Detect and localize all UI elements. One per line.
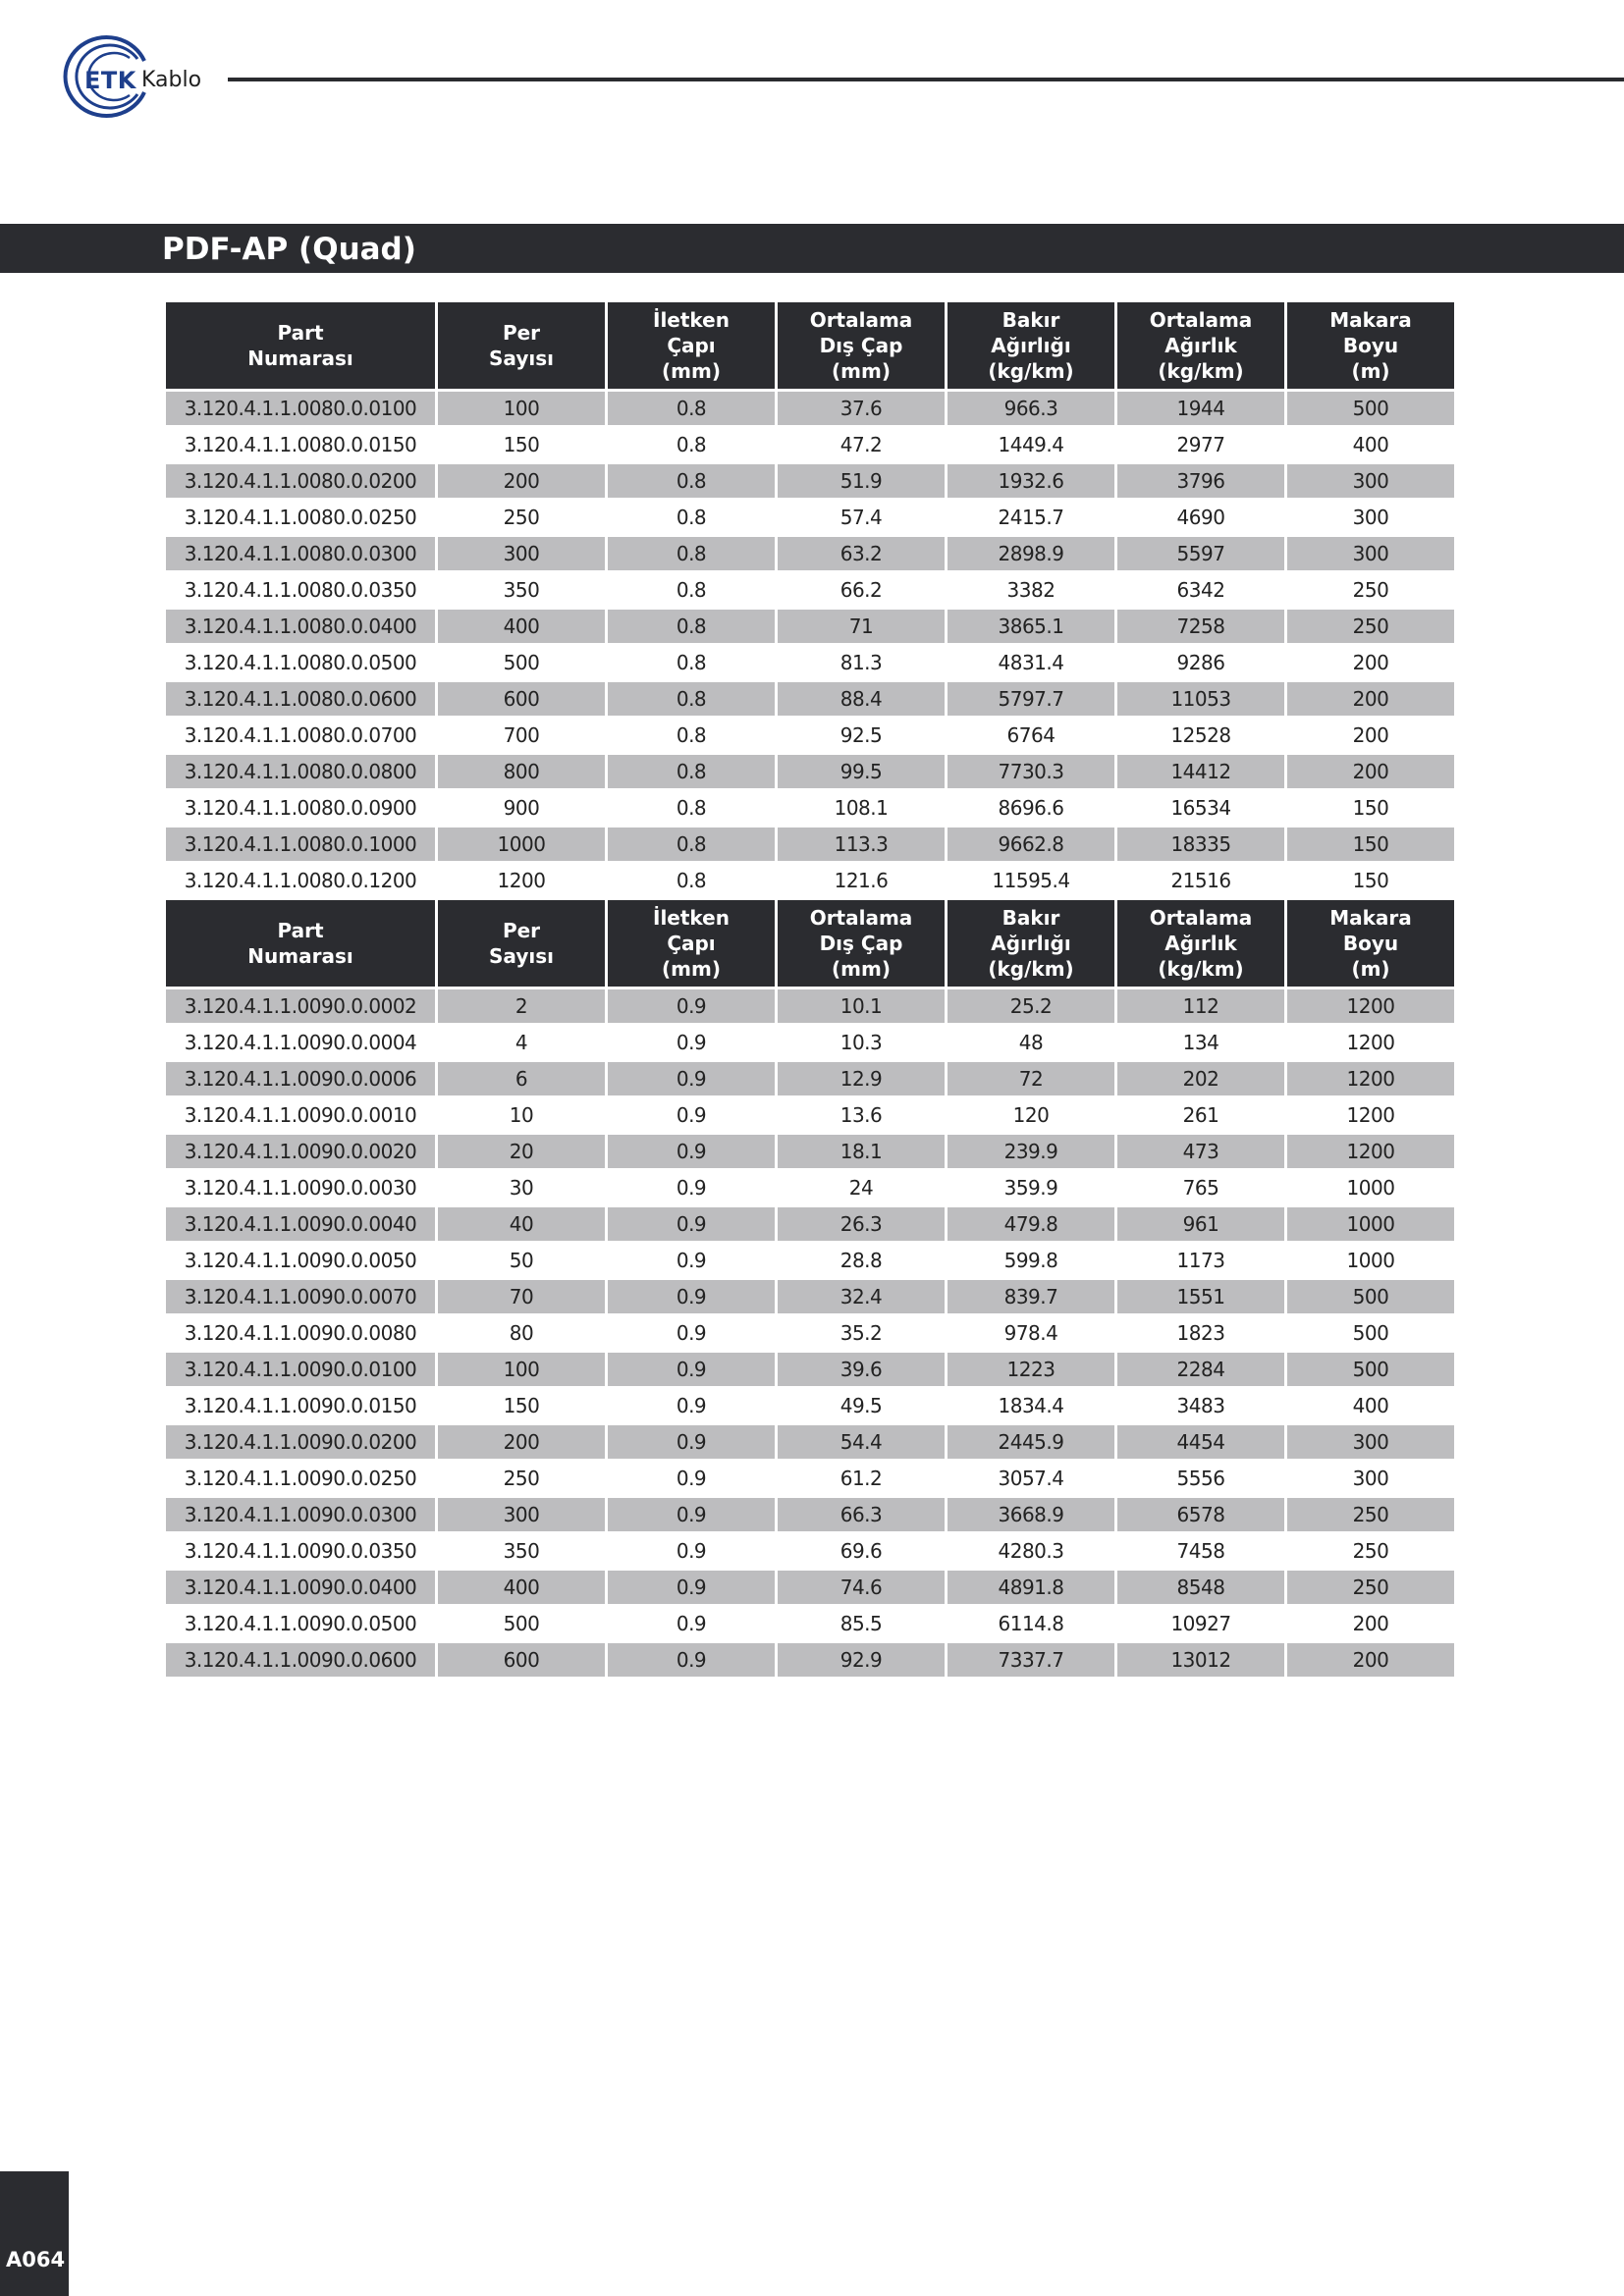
cell-outer-diameter: 54.4 [778,1425,945,1459]
column-header-pair-count: Per Sayısı [438,900,605,987]
cell-outer-diameter: 66.3 [778,1498,945,1531]
cell-conductor-diameter: 0.9 [608,1571,775,1604]
cell-conductor-diameter: 0.8 [608,537,775,570]
cell-pair-count: 40 [438,1207,605,1241]
table-row [166,1280,1454,1313]
cell-copper-weight: 1223 [947,1353,1114,1386]
cell-pair-count: 800 [438,755,605,788]
cell-pair-count: 150 [438,1389,605,1422]
cell-copper-weight: 2445.9 [947,1425,1114,1459]
cell-copper-weight: 3865.1 [947,610,1114,643]
cell-reel-length: 250 [1287,1571,1454,1604]
table-row [166,1026,1454,1059]
cell-avg-weight: 21516 [1117,864,1284,897]
cell-conductor-diameter: 0.9 [608,1353,775,1386]
cell-avg-weight: 6342 [1117,573,1284,607]
cell-reel-length: 500 [1287,392,1454,425]
cell-outer-diameter: 69.6 [778,1534,945,1568]
cell-reel-length: 1000 [1287,1244,1454,1277]
cell-outer-diameter: 108.1 [778,791,945,825]
cell-outer-diameter: 57.4 [778,501,945,534]
table-row [166,1062,1454,1095]
cell-conductor-diameter: 0.9 [608,1171,775,1204]
cell-outer-diameter: 99.5 [778,755,945,788]
cell-part-number: 3.120.4.1.1.0080.0.1000 [166,828,435,861]
cell-reel-length: 500 [1287,1316,1454,1350]
page-title: PDF-AP (Quad) [162,232,416,267]
cell-avg-weight: 9286 [1117,646,1284,679]
cell-avg-weight: 7458 [1117,1534,1284,1568]
cell-pair-count: 1000 [438,828,605,861]
cell-outer-diameter: 71 [778,610,945,643]
cell-pair-count: 150 [438,428,605,461]
cell-avg-weight: 4454 [1117,1425,1284,1459]
column-header-part-number: Part Numarası [166,900,435,987]
cell-conductor-diameter: 0.8 [608,573,775,607]
header-rule [228,78,1624,81]
cell-avg-weight: 202 [1117,1062,1284,1095]
cell-copper-weight: 2415.7 [947,501,1114,534]
cell-reel-length: 500 [1287,1353,1454,1386]
cell-avg-weight: 1823 [1117,1316,1284,1350]
cell-reel-length: 300 [1287,501,1454,534]
cell-part-number: 3.120.4.1.1.0080.0.0500 [166,646,435,679]
cell-outer-diameter: 10.3 [778,1026,945,1059]
cell-pair-count: 6 [438,1062,605,1095]
cell-avg-weight: 473 [1117,1135,1284,1168]
cell-pair-count: 200 [438,1425,605,1459]
cell-pair-count: 200 [438,464,605,498]
cell-reel-length: 200 [1287,755,1454,788]
etk-kablo-logo [51,31,208,120]
cell-outer-diameter: 74.6 [778,1571,945,1604]
cell-pair-count: 350 [438,1534,605,1568]
cell-outer-diameter: 92.9 [778,1643,945,1677]
cell-outer-diameter: 28.8 [778,1244,945,1277]
cell-outer-diameter: 92.5 [778,719,945,752]
table-row [166,1244,1454,1277]
cell-outer-diameter: 61.2 [778,1462,945,1495]
cell-outer-diameter: 81.3 [778,646,945,679]
cell-part-number: 3.120.4.1.1.0080.0.0400 [166,610,435,643]
cell-copper-weight: 3382 [947,573,1114,607]
cell-conductor-diameter: 0.9 [608,1643,775,1677]
cell-copper-weight: 966.3 [947,392,1114,425]
table-row [166,1534,1454,1568]
table-row [166,1098,1454,1132]
cell-reel-length: 250 [1287,1534,1454,1568]
cell-conductor-diameter: 0.9 [608,1026,775,1059]
table-header-row [166,900,1454,987]
table-row [166,864,1454,897]
cell-conductor-diameter: 0.9 [608,1316,775,1350]
cell-pair-count: 900 [438,791,605,825]
cell-copper-weight: 3668.9 [947,1498,1114,1531]
cell-pair-count: 600 [438,1643,605,1677]
cell-avg-weight: 765 [1117,1171,1284,1204]
column-header-pair-count: Per Sayısı [438,302,605,389]
cell-avg-weight: 4690 [1117,501,1284,534]
cell-conductor-diameter: 0.8 [608,646,775,679]
table-row [166,1498,1454,1531]
cell-conductor-diameter: 0.9 [608,1207,775,1241]
logo-etk-text: ETK [84,67,136,94]
cell-outer-diameter: 63.2 [778,537,945,570]
column-header-avg-weight: Ortalama Ağırlık (kg/km) [1117,900,1284,987]
cell-pair-count: 100 [438,1353,605,1386]
table-row [166,428,1454,461]
cell-conductor-diameter: 0.9 [608,1098,775,1132]
cell-reel-length: 250 [1287,573,1454,607]
cell-avg-weight: 261 [1117,1098,1284,1132]
cell-conductor-diameter: 0.8 [608,755,775,788]
cell-reel-length: 300 [1287,1425,1454,1459]
cell-conductor-diameter: 0.9 [608,1607,775,1640]
cell-pair-count: 4 [438,1026,605,1059]
cell-part-number: 3.120.4.1.1.0090.0.0010 [166,1098,435,1132]
table-row [166,791,1454,825]
cell-part-number: 3.120.4.1.1.0090.0.0200 [166,1425,435,1459]
cell-pair-count: 10 [438,1098,605,1132]
column-header-conductor-diameter: İletken Çapı (mm) [608,900,775,987]
cell-part-number: 3.120.4.1.1.0090.0.0400 [166,1571,435,1604]
cell-conductor-diameter: 0.8 [608,682,775,716]
cell-outer-diameter: 18.1 [778,1135,945,1168]
logo-kablo-text: Kablo [141,68,202,92]
cell-conductor-diameter: 0.9 [608,1498,775,1531]
cell-part-number: 3.120.4.1.1.0090.0.0250 [166,1462,435,1495]
cell-copper-weight: 7337.7 [947,1643,1114,1677]
cell-conductor-diameter: 0.9 [608,989,775,1023]
spec-table [163,299,1457,1680]
table-row [166,1425,1454,1459]
cell-reel-length: 200 [1287,1643,1454,1677]
cell-avg-weight: 5597 [1117,537,1284,570]
cell-reel-length: 1000 [1287,1207,1454,1241]
cell-part-number: 3.120.4.1.1.0080.0.0300 [166,537,435,570]
cell-avg-weight: 12528 [1117,719,1284,752]
cell-outer-diameter: 32.4 [778,1280,945,1313]
cell-conductor-diameter: 0.9 [608,1280,775,1313]
cell-copper-weight: 72 [947,1062,1114,1095]
cell-avg-weight: 16534 [1117,791,1284,825]
table-row [166,1607,1454,1640]
cell-part-number: 3.120.4.1.1.0080.0.0350 [166,573,435,607]
cell-conductor-diameter: 0.8 [608,428,775,461]
cell-reel-length: 200 [1287,719,1454,752]
cell-part-number: 3.120.4.1.1.0090.0.0070 [166,1280,435,1313]
cell-pair-count: 600 [438,682,605,716]
cell-outer-diameter: 51.9 [778,464,945,498]
cell-copper-weight: 359.9 [947,1171,1114,1204]
table-row [166,1135,1454,1168]
cell-avg-weight: 961 [1117,1207,1284,1241]
cell-part-number: 3.120.4.1.1.0090.0.0040 [166,1207,435,1241]
table-row [166,573,1454,607]
cell-outer-diameter: 88.4 [778,682,945,716]
cell-reel-length: 1200 [1287,989,1454,1023]
cell-outer-diameter: 66.2 [778,573,945,607]
table-row [166,610,1454,643]
cell-reel-length: 1200 [1287,1062,1454,1095]
table-row [166,989,1454,1023]
cell-reel-length: 300 [1287,1462,1454,1495]
table-row [166,755,1454,788]
table-row [166,501,1454,534]
cell-conductor-diameter: 0.9 [608,1534,775,1568]
cell-conductor-diameter: 0.8 [608,610,775,643]
cell-pair-count: 400 [438,610,605,643]
cell-part-number: 3.120.4.1.1.0080.0.0250 [166,501,435,534]
cell-part-number: 3.120.4.1.1.0090.0.0300 [166,1498,435,1531]
cell-part-number: 3.120.4.1.1.0090.0.0600 [166,1643,435,1677]
cell-part-number: 3.120.4.1.1.0090.0.0002 [166,989,435,1023]
table-row [166,464,1454,498]
column-header-copper-weight: Bakır Ağırlığı (kg/km) [947,900,1114,987]
table-row [166,646,1454,679]
table-row [166,1171,1454,1204]
table-row [166,1207,1454,1241]
cell-reel-length: 300 [1287,537,1454,570]
cell-avg-weight: 11053 [1117,682,1284,716]
cell-pair-count: 1200 [438,864,605,897]
cell-reel-length: 200 [1287,682,1454,716]
cell-copper-weight: 978.4 [947,1316,1114,1350]
cell-part-number: 3.120.4.1.1.0080.0.0200 [166,464,435,498]
column-header-conductor-diameter: İletken Çapı (mm) [608,302,775,389]
cell-part-number: 3.120.4.1.1.0090.0.0150 [166,1389,435,1422]
cell-avg-weight: 2977 [1117,428,1284,461]
table-row [166,1353,1454,1386]
cell-avg-weight: 1551 [1117,1280,1284,1313]
cell-reel-length: 1000 [1287,1171,1454,1204]
cell-copper-weight: 4891.8 [947,1571,1114,1604]
cell-conductor-diameter: 0.9 [608,1389,775,1422]
cell-avg-weight: 1944 [1117,392,1284,425]
cell-copper-weight: 8696.6 [947,791,1114,825]
table-row [166,1462,1454,1495]
cell-pair-count: 350 [438,573,605,607]
cell-reel-length: 200 [1287,646,1454,679]
cell-copper-weight: 3057.4 [947,1462,1114,1495]
cell-outer-diameter: 37.6 [778,392,945,425]
cell-outer-diameter: 24 [778,1171,945,1204]
cell-pair-count: 250 [438,501,605,534]
cell-conductor-diameter: 0.9 [608,1462,775,1495]
cell-copper-weight: 6114.8 [947,1607,1114,1640]
column-header-outer-diameter: Ortalama Dış Çap (mm) [778,302,945,389]
cell-reel-length: 150 [1287,828,1454,861]
table-row [166,537,1454,570]
table-row [166,682,1454,716]
cell-conductor-diameter: 0.9 [608,1425,775,1459]
cell-pair-count: 500 [438,1607,605,1640]
column-header-outer-diameter: Ortalama Dış Çap (mm) [778,900,945,987]
cell-avg-weight: 13012 [1117,1643,1284,1677]
cell-outer-diameter: 47.2 [778,428,945,461]
cell-part-number: 3.120.4.1.1.0080.0.0100 [166,392,435,425]
cell-pair-count: 700 [438,719,605,752]
cell-reel-length: 300 [1287,464,1454,498]
cell-copper-weight: 25.2 [947,989,1114,1023]
cell-conductor-diameter: 0.8 [608,828,775,861]
cell-copper-weight: 48 [947,1026,1114,1059]
cell-avg-weight: 2284 [1117,1353,1284,1386]
cell-copper-weight: 6764 [947,719,1114,752]
cell-conductor-diameter: 0.8 [608,392,775,425]
cell-reel-length: 500 [1287,1280,1454,1313]
cell-pair-count: 100 [438,392,605,425]
cell-copper-weight: 7730.3 [947,755,1114,788]
table-row [166,392,1454,425]
cell-conductor-diameter: 0.9 [608,1244,775,1277]
cell-part-number: 3.120.4.1.1.0090.0.0080 [166,1316,435,1350]
cell-pair-count: 250 [438,1462,605,1495]
cell-reel-length: 400 [1287,428,1454,461]
cell-copper-weight: 839.7 [947,1280,1114,1313]
cell-part-number: 3.120.4.1.1.0090.0.0500 [166,1607,435,1640]
cell-copper-weight: 9662.8 [947,828,1114,861]
cell-part-number: 3.120.4.1.1.0090.0.0006 [166,1062,435,1095]
cell-copper-weight: 4831.4 [947,646,1114,679]
cell-pair-count: 20 [438,1135,605,1168]
cell-copper-weight: 599.8 [947,1244,1114,1277]
cell-reel-length: 1200 [1287,1026,1454,1059]
cell-outer-diameter: 39.6 [778,1353,945,1386]
cell-part-number: 3.120.4.1.1.0080.0.0150 [166,428,435,461]
cell-conductor-diameter: 0.8 [608,719,775,752]
column-header-copper-weight: Bakır Ağırlığı (kg/km) [947,302,1114,389]
cell-avg-weight: 6578 [1117,1498,1284,1531]
cell-avg-weight: 112 [1117,989,1284,1023]
cell-part-number: 3.120.4.1.1.0090.0.0004 [166,1026,435,1059]
cell-copper-weight: 1449.4 [947,428,1114,461]
cell-avg-weight: 1173 [1117,1244,1284,1277]
cell-outer-diameter: 26.3 [778,1207,945,1241]
cell-avg-weight: 8548 [1117,1571,1284,1604]
table-header-row [166,302,1454,389]
cell-reel-length: 1200 [1287,1098,1454,1132]
cell-conductor-diameter: 0.8 [608,501,775,534]
section-title-bar [0,224,1624,273]
cell-outer-diameter: 49.5 [778,1389,945,1422]
table-row [166,1316,1454,1350]
cell-avg-weight: 5556 [1117,1462,1284,1495]
cell-reel-length: 150 [1287,791,1454,825]
cell-reel-length: 200 [1287,1607,1454,1640]
cell-conductor-diameter: 0.8 [608,464,775,498]
cell-conductor-diameter: 0.9 [608,1135,775,1168]
cell-pair-count: 300 [438,537,605,570]
cell-outer-diameter: 13.6 [778,1098,945,1132]
cell-copper-weight: 5797.7 [947,682,1114,716]
cell-copper-weight: 2898.9 [947,537,1114,570]
cell-pair-count: 70 [438,1280,605,1313]
cell-avg-weight: 134 [1117,1026,1284,1059]
cell-reel-length: 400 [1287,1389,1454,1422]
cell-pair-count: 2 [438,989,605,1023]
cell-pair-count: 400 [438,1571,605,1604]
cell-pair-count: 500 [438,646,605,679]
cell-part-number: 3.120.4.1.1.0090.0.0050 [166,1244,435,1277]
table-row [166,719,1454,752]
column-header-reel-length: Makara Boyu (m) [1287,302,1454,389]
page-number-tab [0,2171,69,2296]
cell-reel-length: 250 [1287,1498,1454,1531]
cell-avg-weight: 14412 [1117,755,1284,788]
cell-outer-diameter: 10.1 [778,989,945,1023]
spec-table-body [166,302,1454,1677]
column-header-reel-length: Makara Boyu (m) [1287,900,1454,987]
cell-part-number: 3.120.4.1.1.0080.0.1200 [166,864,435,897]
cell-pair-count: 30 [438,1171,605,1204]
cell-avg-weight: 10927 [1117,1607,1284,1640]
cell-conductor-diameter: 0.9 [608,1062,775,1095]
cell-avg-weight: 3796 [1117,464,1284,498]
cell-outer-diameter: 35.2 [778,1316,945,1350]
column-header-part-number: Part Numarası [166,302,435,389]
cell-copper-weight: 1834.4 [947,1389,1114,1422]
cell-reel-length: 1200 [1287,1135,1454,1168]
column-header-avg-weight: Ortalama Ağırlık (kg/km) [1117,302,1284,389]
cell-copper-weight: 1932.6 [947,464,1114,498]
page-number: A064 [6,2248,66,2271]
cell-part-number: 3.120.4.1.1.0080.0.0600 [166,682,435,716]
cell-conductor-diameter: 0.8 [608,864,775,897]
cell-pair-count: 50 [438,1244,605,1277]
table-row [166,828,1454,861]
cell-part-number: 3.120.4.1.1.0090.0.0030 [166,1171,435,1204]
table-row [166,1643,1454,1677]
cell-part-number: 3.120.4.1.1.0090.0.0350 [166,1534,435,1568]
cell-pair-count: 300 [438,1498,605,1531]
cell-part-number: 3.120.4.1.1.0080.0.0900 [166,791,435,825]
cell-reel-length: 150 [1287,864,1454,897]
cell-outer-diameter: 121.6 [778,864,945,897]
cell-copper-weight: 479.8 [947,1207,1114,1241]
cell-outer-diameter: 113.3 [778,828,945,861]
cell-pair-count: 80 [438,1316,605,1350]
table-row [166,1571,1454,1604]
cell-reel-length: 250 [1287,610,1454,643]
cell-copper-weight: 120 [947,1098,1114,1132]
cell-part-number: 3.120.4.1.1.0080.0.0800 [166,755,435,788]
cell-avg-weight: 7258 [1117,610,1284,643]
cell-outer-diameter: 12.9 [778,1062,945,1095]
cell-conductor-diameter: 0.8 [608,791,775,825]
cell-part-number: 3.120.4.1.1.0080.0.0700 [166,719,435,752]
cell-part-number: 3.120.4.1.1.0090.0.0100 [166,1353,435,1386]
cell-copper-weight: 11595.4 [947,864,1114,897]
cell-part-number: 3.120.4.1.1.0090.0.0020 [166,1135,435,1168]
table-row [166,1389,1454,1422]
cell-avg-weight: 18335 [1117,828,1284,861]
cell-copper-weight: 4280.3 [947,1534,1114,1568]
cell-copper-weight: 239.9 [947,1135,1114,1168]
cell-outer-diameter: 85.5 [778,1607,945,1640]
cell-avg-weight: 3483 [1117,1389,1284,1422]
